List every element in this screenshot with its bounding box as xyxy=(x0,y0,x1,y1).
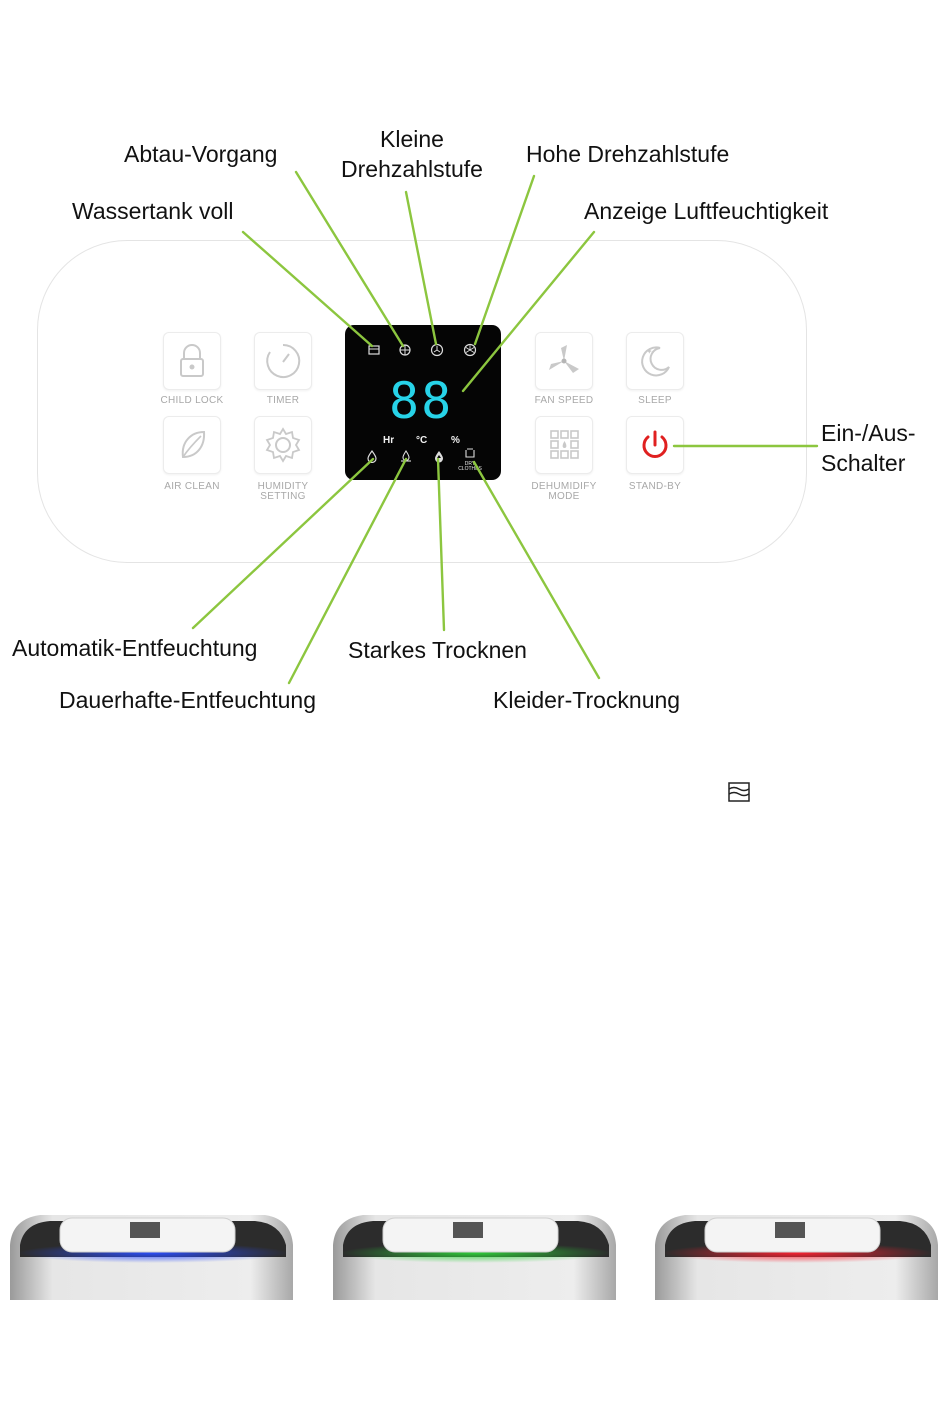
gear-icon xyxy=(262,424,304,466)
mode-grid-icon xyxy=(543,424,585,466)
fan-speed-label: FAN SPEED xyxy=(534,395,594,406)
fan-icon xyxy=(543,340,585,382)
svg-text:✦: ✦ xyxy=(646,347,653,356)
label-einaus-line1: Ein-/Aus- xyxy=(821,420,916,446)
label-kleider-trocknung: Kleider-Trocknung xyxy=(493,687,681,713)
turbo-icon xyxy=(432,449,446,463)
unit-celsius: °C xyxy=(416,435,428,446)
lock-icon xyxy=(171,340,213,382)
air-clean-button[interactable] xyxy=(163,416,221,474)
label-anzeige-luftfeuchtigkeit: Anzeige Luftfeuchtigkeit xyxy=(584,198,829,224)
lcd-display xyxy=(345,325,501,480)
label-abtau-vorgang: Abtau-Vorgang xyxy=(124,141,278,167)
dehumidify-mode-label: DEHUMIDIFY MODE xyxy=(531,481,597,502)
label-wassertank-voll: Wassertank voll xyxy=(72,198,234,224)
product-photo-green xyxy=(333,1205,616,1300)
unit-percent: % xyxy=(451,435,460,446)
leaf-icon xyxy=(171,424,213,466)
continuous-icon xyxy=(399,449,413,463)
label-kleine-drehzahlstufe xyxy=(334,124,490,184)
timer-label: TIMER xyxy=(266,395,300,406)
timer-button[interactable] xyxy=(254,332,312,390)
unit-hr: Hr xyxy=(383,435,395,446)
clothes-icon xyxy=(463,446,477,460)
drop-icon xyxy=(365,449,379,463)
dry-clothes-label: DRY CLOTHES xyxy=(458,461,482,472)
stand-by-label: STAND-BY xyxy=(628,481,682,492)
label-ein-aus-schalter xyxy=(821,418,916,478)
child-lock-label: CHILD LOCK xyxy=(160,395,224,406)
humidity-setting-label: HUMIDITY SETTING xyxy=(257,481,309,502)
label-starkes-trocknen: Starkes Trocknen xyxy=(348,637,527,663)
label-kleine-line2: Drehzahlstufe xyxy=(341,156,483,182)
label-kleine-line1: Kleine xyxy=(380,126,444,152)
label-einaus-line2: Schalter xyxy=(821,450,906,476)
stand-by-button[interactable] xyxy=(626,416,684,474)
product-photo-blue xyxy=(10,1205,293,1300)
timer-icon xyxy=(262,340,304,382)
label-dauerhafte-entfeuchtung: Dauerhafte-Entfeuchtung xyxy=(59,687,317,713)
humidity-readout: 88 xyxy=(389,372,454,430)
label-automatik-entfeuchtung: Automatik-Entfeuchtung xyxy=(12,635,258,661)
dehumidify-mode-button[interactable] xyxy=(535,416,593,474)
sleep-button[interactable] xyxy=(626,332,684,390)
low-fan-icon xyxy=(430,343,444,357)
sleep-label: SLEEP xyxy=(638,395,672,406)
defrost-icon xyxy=(398,343,412,357)
air-clean-label: AIR CLEAN xyxy=(164,481,220,492)
label-hohe-drehzahlstufe: Hohe Drehzahlstufe xyxy=(526,141,730,167)
water-tank-icon xyxy=(367,343,381,357)
product-photo-red xyxy=(655,1205,938,1300)
fan-speed-button[interactable] xyxy=(535,332,593,390)
high-fan-icon xyxy=(463,343,477,357)
humidity-setting-button[interactable] xyxy=(254,416,312,474)
moon-icon xyxy=(634,340,676,382)
child-lock-button[interactable] xyxy=(163,332,221,390)
power-icon xyxy=(634,424,676,466)
water-tank-glyph-icon xyxy=(727,781,751,803)
